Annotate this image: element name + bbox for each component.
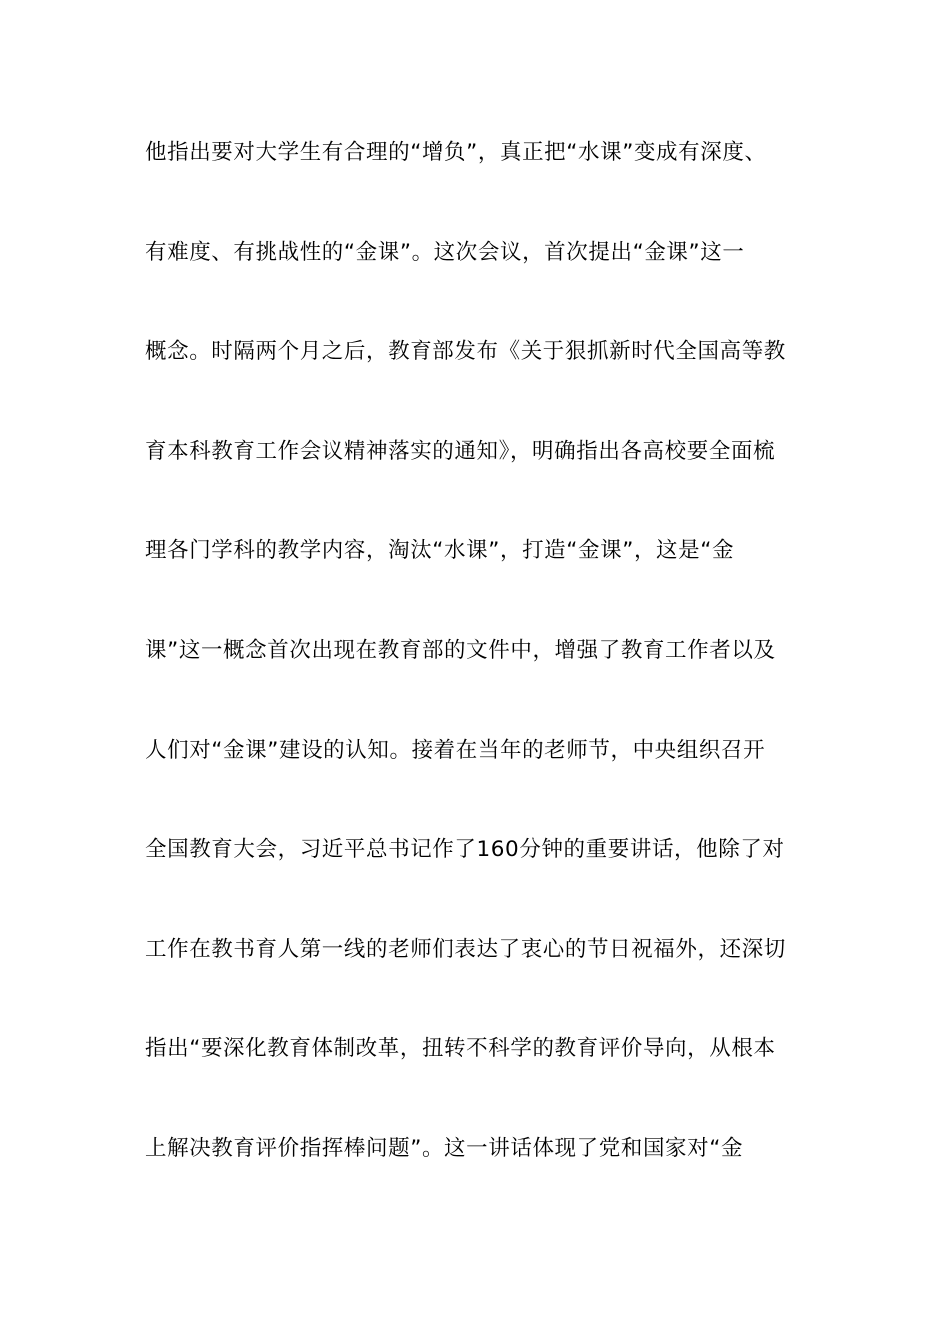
text-line: 概念。时隔两个月之后，教育部发布《关于狠抓新时代全国高等教 <box>145 339 786 365</box>
text-line: 育本科教育工作会议精神落实的通知》，明确指出各高校要全面梳 <box>145 438 776 464</box>
text-line: 他指出要对大学生有合理的“增负”，真正把“水课”变成有深度、 <box>145 140 767 165</box>
text-line: 课”这一概念首次出现在教育部的文件中，增强了教育工作者以及 <box>145 637 776 663</box>
text-line: 指出“要深化教育体制改革，扭转不科学的教育评价导向，从根本 <box>145 1036 776 1062</box>
body-text <box>145 128 825 1224</box>
text-line: 上解决教育评价指挥棒问题”。这一讲话体现了党和国家对“金 <box>145 1135 744 1161</box>
text-line: 全国教育大会，习近平总书记作了160分钟的重要讲话，他除了对 <box>145 837 785 863</box>
text-line: 理各门学科的教学内容，淘汰“水课”，打造“金课”，这是“金 <box>145 538 735 564</box>
text-line: 工作在教书育人第一线的老师们表达了衷心的节日祝福外，还深切 <box>145 936 786 962</box>
text-line: 有难度、有挑战性的“金课”。这次会议，首次提出“金课”这一 <box>145 239 745 265</box>
text-line: 人们对“金课”建设的认知。接着在当年的老师节，中央组织召开 <box>145 737 766 763</box>
